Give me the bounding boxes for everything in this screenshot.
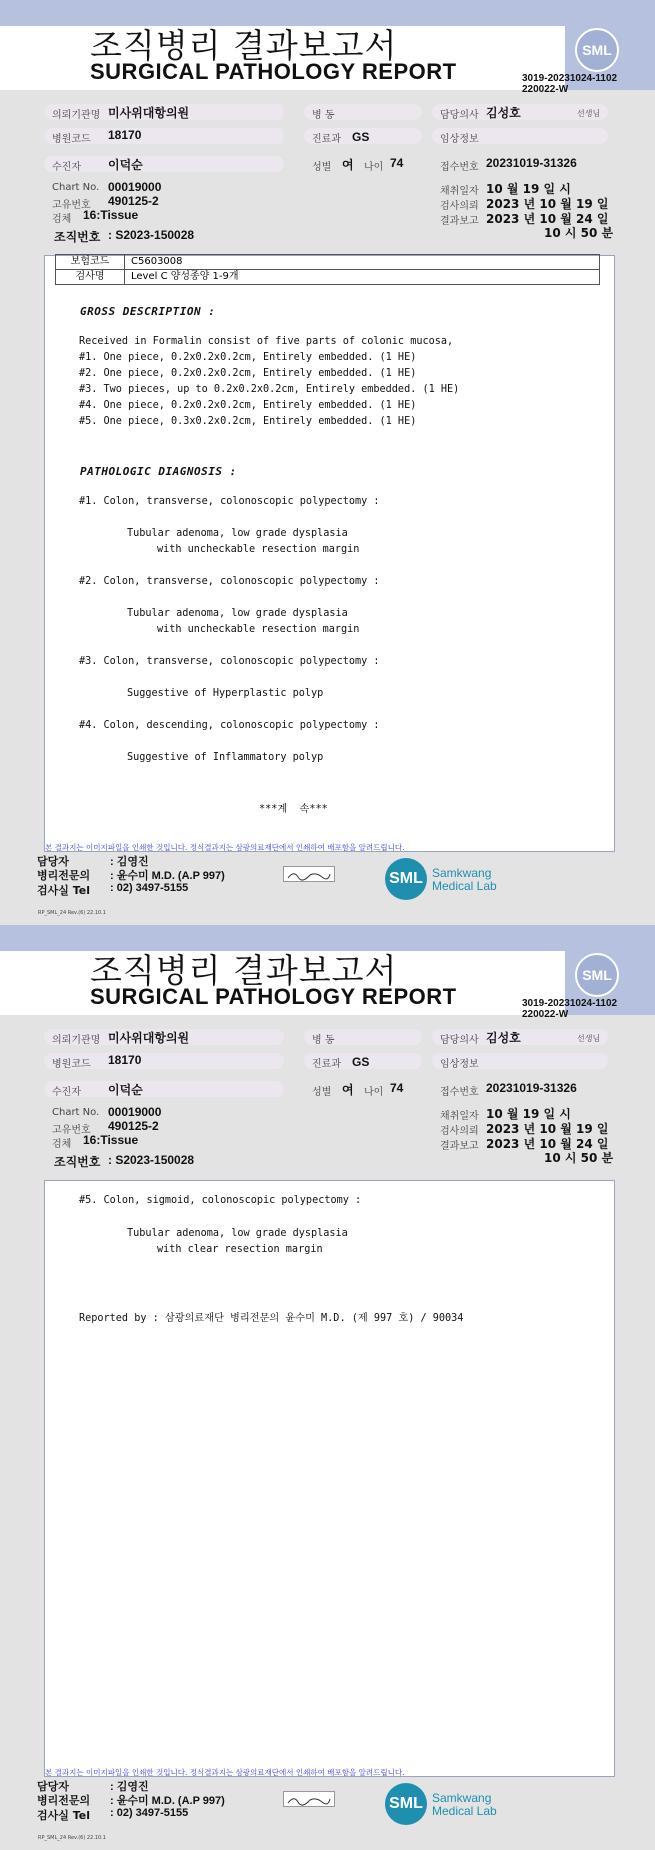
gross-line: #2. One piece, 0.2x0.2x0.2cm, Entirely embedded. (1 HE) [79, 368, 417, 379]
chart-no-value: 00019000 [108, 1105, 162, 1119]
specimen-label: 검체 [52, 214, 72, 225]
clinical-info-label: 임상정보 [440, 1059, 479, 1070]
diagnosis-line: #3. Colon, transverse, colonoscopic polypectomy : [79, 656, 380, 667]
clinical-info-label: 임상정보 [440, 134, 479, 145]
lab-tel-label: 검사실 Tel [37, 884, 90, 897]
report-date-label: 결과보고 [440, 1141, 479, 1152]
ward-label: 병 동 [312, 110, 335, 121]
diagnosis-line: #4. Colon, descending, colonoscopic polypectomy : [79, 720, 380, 731]
manager-label: 담당자 [37, 855, 69, 868]
institution-value: 미사위대항의원 [108, 1031, 190, 1045]
report-title-english: SURGICAL PATHOLOGY REPORT [90, 59, 457, 84]
reception-no-value: 20231019-31326 [486, 156, 577, 170]
sex-value: 여 [342, 1083, 354, 1097]
tissue-no-label: 조직번호 [54, 230, 101, 244]
samkwang-logo-icon: SML [385, 1783, 427, 1825]
reception-no-value: 20231019-31326 [486, 1081, 577, 1095]
specimen-label: 검체 [52, 1139, 72, 1150]
doctor-value: 김성호 [486, 1031, 521, 1045]
manager-label: 담당자 [37, 1780, 69, 1793]
document-id: 3019-20231024-1102 220022-W [522, 73, 618, 95]
unique-no-label: 고유번호 [52, 200, 91, 211]
dept-label: 진료과 [312, 134, 341, 145]
report-title-english: SURGICAL PATHOLOGY REPORT [90, 984, 457, 1009]
hospital-code-value: 18170 [108, 128, 142, 142]
chart-no-value: 00019000 [108, 180, 162, 194]
unique-no-value: 490125-2 [108, 194, 159, 208]
report-page-2 [0, 925, 655, 1850]
hospital-code-label: 병원코드 [52, 1059, 91, 1070]
lab-tel-label: 검사실 Tel [37, 1809, 90, 1822]
specimen-value: 16:Tissue [83, 1133, 139, 1147]
age-label: 나이 [364, 1087, 384, 1098]
diagnosis-line: Tubular adenoma, low grade dysplasia [127, 1228, 348, 1239]
patient-value: 이덕순 [108, 1083, 143, 1097]
pathologic-diagnosis-heading: PATHOLOGIC DIAGNOSIS : [80, 465, 237, 478]
hospital-code-label: 병원코드 [52, 134, 91, 145]
tissue-no-value: : S2023-150028 [108, 228, 195, 242]
gross-line: #5. One piece, 0.3x0.2x0.2cm, Entirely embedded. (1 HE) [79, 416, 417, 427]
request-date-value: 2023 년 10 월 19 일 [486, 1122, 609, 1136]
signature-image [283, 1791, 335, 1807]
diagnosis-line: #2. Colon, transverse, colonoscopic polypectomy : [79, 576, 380, 587]
sex-label: 성별 [312, 1087, 332, 1098]
gross-line: #4. One piece, 0.2x0.2x0.2cm, Entirely embedded. (1 HE) [79, 400, 417, 411]
unique-no-label: 고유번호 [52, 1125, 91, 1136]
tissue-no-value: : S2023-150028 [108, 1153, 195, 1167]
report-date-label: 결과보고 [440, 216, 479, 227]
pathologist-value: : 윤수미 M.D. (A.P 997) [110, 870, 225, 882]
manager-value: : 김영진 [110, 1781, 149, 1793]
insurance-code-row [56, 255, 600, 270]
gross-line: Received in Formalin consist of five parts of colonic mucosa, [79, 336, 454, 347]
sex-label: 성별 [312, 162, 332, 173]
report-time-value: 10 시 50 분 [544, 1151, 614, 1165]
diagnosis-line: with clear resection margin [157, 1244, 323, 1255]
gross-line: #1. One piece, 0.2x0.2x0.2cm, Entirely embedded. (1 HE) [79, 352, 417, 363]
report-body [44, 1180, 615, 1777]
continued-marker: ***계 속*** [259, 804, 328, 815]
pathologist-value: : 윤수미 M.D. (A.P 997) [110, 1795, 225, 1807]
reception-no-label: 접수번호 [440, 162, 479, 173]
diagnosis-line: #1. Colon, transverse, colonoscopic polypectomy : [79, 496, 380, 507]
insurance-code-value: C5603008 [125, 255, 600, 270]
diagnosis-line: Tubular adenoma, low grade dysplasia [127, 528, 348, 539]
print-notice: 본 결과지는 이미지파일을 인쇄한 것입니다. 정식결과지는 삼광의료재단에서 인쇄하여 배포함을 알려드립니다. [45, 1768, 405, 1777]
top-band [0, 0, 655, 26]
collect-date-value: 10 월 19 일 시 [486, 1107, 571, 1121]
dept-value: GS [352, 130, 370, 144]
chart-no-label: Chart No. [52, 182, 100, 193]
doctor-suffix: 선생님 [577, 1034, 601, 1043]
diagnosis-line: with uncheckable resection margin [157, 624, 360, 635]
sml-logo-icon: SML [575, 953, 619, 997]
print-notice: 본 결과지는 이미지파일을 인쇄한 것입니다. 정식결과지는 삼광의료재단에서 인쇄하여 배포함을 알려드립니다. [45, 843, 405, 852]
institution-value: 미사위대항의원 [108, 106, 190, 120]
age-value: 74 [390, 156, 404, 170]
collect-date-value: 10 월 19 일 시 [486, 182, 571, 196]
dept-value: GS [352, 1055, 370, 1069]
test-name-row [56, 270, 600, 285]
chart-no-label: Chart No. [52, 1107, 100, 1118]
doctor-label: 담당의사 [440, 1035, 479, 1046]
form-code: RP_SML_24 Rev.(6) 22.10.1 [38, 910, 106, 916]
report-date-value: 2023 년 10 월 24 일 [486, 212, 609, 226]
diagnosis-line: Suggestive of Inflammatory polyp [127, 752, 324, 763]
pathologist-label: 병리전문의 [37, 869, 91, 882]
test-name-value: Level C 양성종양 1-9개 [125, 270, 600, 285]
insurance-code-label: 보험코드 [56, 255, 125, 270]
unique-no-value: 490125-2 [108, 1119, 159, 1133]
patient-value: 이덕순 [108, 158, 143, 172]
lab-tel-value: : 02) 3497-5155 [110, 882, 189, 894]
request-date-value: 2023 년 10 월 19 일 [486, 197, 609, 211]
form-code: RP_SML_24 Rev.(6) 22.10.1 [38, 1835, 106, 1841]
samkwang-name: Samkwang Medical Lab [432, 1791, 497, 1818]
diagnosis-line: with uncheckable resection margin [157, 544, 360, 555]
signature-image [283, 866, 335, 882]
lab-tel-value: : 02) 3497-5155 [110, 1807, 189, 1819]
top-band [0, 925, 655, 951]
diagnosis-line: Suggestive of Hyperplastic polyp [127, 688, 324, 699]
gross-line: #3. Two pieces, up to 0.2x0.2x0.2cm, Entirely embedded. (1 HE) [79, 384, 460, 395]
specimen-value: 16:Tissue [83, 208, 139, 222]
ward-label: 병 동 [312, 1035, 335, 1046]
test-code-table [55, 254, 600, 285]
document-id: 3019-20231024-1102 220022-W [522, 998, 618, 1020]
reported-by: Reported by : 삼광의료재단 병리전문의 윤수미 M.D. (제 997 호) / 90034 [79, 1313, 464, 1324]
doctor-label: 담당의사 [440, 110, 479, 121]
test-name-label: 검사명 [56, 270, 125, 285]
age-value: 74 [390, 1081, 404, 1095]
samkwang-logo-icon: SML [385, 858, 427, 900]
reception-no-label: 접수번호 [440, 1087, 479, 1098]
tissue-no-label: 조직번호 [54, 1155, 101, 1169]
samkwang-name: Samkwang Medical Lab [432, 866, 497, 893]
doctor-suffix: 선생님 [577, 109, 601, 118]
patient-label: 수진자 [52, 162, 81, 173]
collect-date-label: 채취일자 [440, 1111, 479, 1122]
institution-label: 의뢰기관명 [52, 1035, 101, 1046]
report-title-korean: 조직병리 결과보고서 [90, 951, 398, 990]
collect-date-label: 채취일자 [440, 186, 479, 197]
hospital-code-value: 18170 [108, 1053, 142, 1067]
gross-description-heading: GROSS DESCRIPTION : [80, 305, 216, 318]
report-date-value: 2023 년 10 월 24 일 [486, 1137, 609, 1151]
request-date-label: 검사의뢰 [440, 1126, 479, 1137]
age-label: 나이 [364, 162, 384, 173]
patient-label: 수진자 [52, 1087, 81, 1098]
doctor-value: 김성호 [486, 106, 521, 120]
diagnosis-line: Tubular adenoma, low grade dysplasia [127, 608, 348, 619]
report-time-value: 10 시 50 분 [544, 226, 614, 240]
diagnosis-line: #5. Colon, sigmoid, colonoscopic polypectomy : [79, 1195, 362, 1206]
report-title-korean: 조직병리 결과보고서 [90, 26, 398, 65]
institution-label: 의뢰기관명 [52, 110, 101, 121]
pathologist-label: 병리전문의 [37, 1794, 91, 1807]
sex-value: 여 [342, 158, 354, 172]
manager-value: : 김영진 [110, 856, 149, 868]
request-date-label: 검사의뢰 [440, 201, 479, 212]
sml-logo-icon: SML [575, 28, 619, 72]
dept-label: 진료과 [312, 1059, 341, 1070]
